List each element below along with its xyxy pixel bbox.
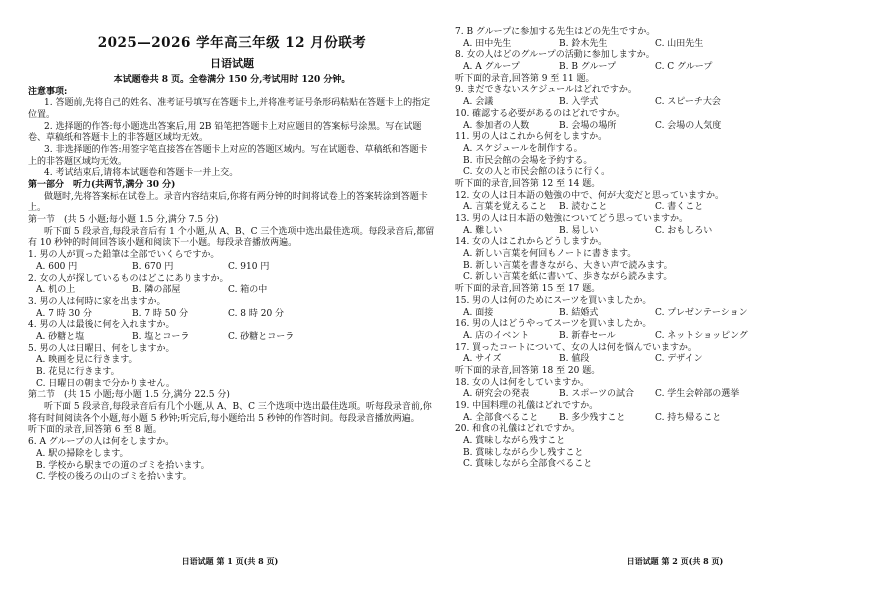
- options-row: [455, 354, 855, 366]
- question-text: 5. 男の人は日曜日、何をしますか。: [28, 343, 175, 354]
- listening-note: 听下面的录音,回答第 6 至 8 题。: [28, 425, 162, 436]
- options-row: [28, 285, 436, 297]
- option-b: B. 賞味しながら少し残すこと: [463, 447, 584, 458]
- page-footer-right: 日语试题 第 2 页(共 8 页): [626, 556, 724, 566]
- option-c: C. 会場の人気度: [655, 120, 722, 131]
- question-text: 15. 男の人は何のためにスーツを買いましたか。: [455, 295, 652, 306]
- question-2: [28, 274, 436, 297]
- section2-heading: 第二节 (共 15 小题;每小题 1.5 分,满分 22.5 分): [28, 390, 230, 401]
- option-a: A. 全部食べること: [463, 412, 539, 423]
- option-a: A. 難しい: [463, 225, 503, 236]
- question-3: [28, 297, 436, 320]
- section2-intro: 听下面 5 段录音,每段录音后有几个小题,从 A、B、C 三个选项中选出最佳选项。听每段录音前,你将有时间阅读各个小题,每小题 5 秒钟;听完后,每小题给出 5 秒钟的作答时间。每段录音播放两遍。: [28, 402, 432, 424]
- options-row: [455, 413, 855, 425]
- notice-item: 4. 考试结束后,请将本试题卷和答题卡一并上交。: [44, 168, 239, 179]
- notice-item: 2. 选择题的作答:每小题选出答案后,用 2B 铅笔把答题卡上对应题目的答案标号涂黑。写在试题卷、草稿纸和答题卡上的非答题区域均无效。: [28, 121, 422, 144]
- option-b: B. 入学式: [559, 97, 599, 108]
- question-text: 18. 女の人は何をしていますか。: [455, 377, 590, 388]
- option-a: A. 机の上: [36, 285, 76, 296]
- question-text: 7. B グループに参加する先生はどの先生ですか。: [455, 27, 656, 37]
- option-a: A. 7 時 30 分: [36, 308, 92, 319]
- part1-intro: 做题时,先将答案标在试卷上。录音内容结束后,你将有两分钟的时间将试卷上的答案转涂到答题卡上。: [28, 191, 428, 214]
- option-a: A. 砂糖と塩: [36, 331, 85, 342]
- option-c: C. デザイン: [655, 354, 703, 365]
- exam-title: 2025—2026 学年高三年级 12 月份联考: [97, 35, 367, 51]
- options-row: [455, 62, 855, 74]
- option-c: C. 山田先生: [655, 38, 704, 49]
- option-b: B. 学校から駅までの道のゴミを拾います。: [36, 460, 210, 471]
- question: [455, 109, 855, 132]
- question-text: 16. 男の人はどうやってスーツを買いましたか。: [455, 319, 652, 330]
- question-text: 10. 確認する必要があるのはどれですか。: [455, 108, 626, 119]
- question-text: 12. 女の人は日本語の勉強の中で、何が大変だと思っていますか。: [455, 190, 724, 201]
- listening-note: 听下面的录音,回答第 15 至 17 题。: [455, 284, 601, 295]
- question-text: 8. 女の人はどのグループの活動に参加しますか。: [455, 50, 655, 61]
- option-a: A. A グループ: [463, 62, 520, 73]
- question: [455, 132, 855, 179]
- question: [455, 237, 855, 284]
- option-c: C. 日曜日の朝まで分かりません。: [36, 378, 175, 389]
- option-a: A. 店のイベント: [463, 330, 530, 341]
- option-b: B. 塩とコーラ: [132, 331, 190, 342]
- option-b: B. 易しい: [559, 225, 599, 236]
- option-b: B. 読むこと: [559, 202, 608, 213]
- option-c: C. ネットショッピング: [655, 330, 748, 341]
- section1-heading: 第一节 (共 5 小题;每小题 1.5 分,满分 7.5 分): [28, 215, 219, 226]
- notice-heading: 注意事项:: [28, 86, 68, 97]
- option-c: C. プレゼンテーション: [655, 307, 748, 318]
- option-b: B. 花見に行きます。: [36, 367, 120, 378]
- option-b: B. スポーツの試合: [559, 389, 634, 400]
- options-row: [455, 331, 855, 343]
- option-a: A. 会議: [463, 97, 494, 108]
- options-row: [455, 121, 855, 133]
- question-text: 17. 買ったコートについて、女の人は何を悩んでいますか。: [455, 342, 697, 353]
- options-row: [28, 262, 436, 274]
- question-text: 11. 男の人はこれから何をしますか。: [455, 132, 608, 143]
- option-c: C. 新しい言葉を紙に書いて、歩きながら読みます。: [463, 272, 673, 283]
- options-row: [455, 308, 855, 320]
- question: [455, 27, 855, 50]
- question-text: 9. まだできないスケジュールはどれですか。: [455, 85, 637, 96]
- option-c: C. 箱の中: [228, 285, 268, 296]
- question-text: 2. 女の人が探しているものはどこにありますか。: [28, 273, 229, 284]
- option-a: A. 新しい言葉を何回もノートに書きます。: [463, 249, 637, 260]
- options-row: [455, 226, 855, 238]
- option-c: C. 学生会幹部の選挙: [655, 389, 740, 400]
- subject-title: 日语试题: [210, 56, 254, 70]
- option-c: C. おもしろい: [655, 225, 713, 236]
- question-text: 14. 女の人はこれからどうしますか。: [455, 237, 608, 248]
- option-c: C. 910 円: [228, 261, 270, 272]
- options-row: [455, 97, 855, 109]
- question-1: [28, 250, 436, 273]
- right-column: [455, 27, 855, 471]
- option-b: B. B グループ: [559, 62, 617, 73]
- option-a: A. 600 円: [36, 261, 78, 272]
- question: [455, 401, 855, 424]
- listening-note: 听下面的录音,回答第 12 至 14 题。: [455, 178, 601, 189]
- question-6: [28, 437, 436, 484]
- question-text: 3. 男の人は何時に家を出ますか。: [28, 296, 166, 307]
- option-c: C. 持ち帰ること: [655, 412, 722, 423]
- option-c: C. C グループ: [655, 62, 713, 73]
- left-column: [28, 0, 436, 484]
- question-text: 1. 男の人が買った鉛筆は全部でいくらですか。: [28, 250, 220, 261]
- option-c: C. 砂糖とコーラ: [228, 331, 295, 342]
- page-footer-left: 日语试题 第 1 页(共 8 页): [181, 556, 279, 566]
- question-text: 6. A グループの人は何をしますか。: [28, 437, 175, 448]
- option-b: B. 鈴木先生: [559, 38, 608, 49]
- options-row: [28, 332, 436, 344]
- question-4: [28, 320, 436, 343]
- options-row: [455, 39, 855, 51]
- option-b: B. 値段: [559, 354, 590, 365]
- question: [455, 214, 855, 237]
- part1-heading: 第一部分 听力(共两节,满分 30 分): [28, 180, 176, 191]
- option-b: B. 会場の場所: [559, 120, 617, 131]
- question-text: 4. 男の人は最後に何を入れますか。: [28, 320, 175, 331]
- option-b: B. 市民会館の会場を予約する。: [463, 155, 593, 166]
- option-c: C. 学校の後ろの山のゴミを拾います。: [36, 472, 192, 483]
- option-a: A. 駅の掃除をします。: [36, 448, 129, 459]
- option-c: C. 書くこと: [655, 202, 704, 213]
- option-a: A. 言葉を覚えること: [463, 202, 548, 213]
- question-text: 20. 和食の礼儀はどれですか。: [455, 424, 581, 435]
- option-b: B. 結婚式: [559, 307, 599, 318]
- listening-note: 听下面的录音,回答第 9 至 11 题。: [455, 73, 595, 84]
- option-c: C. 8 時 20 分: [228, 308, 285, 319]
- option-a: A. 賞味しながら残すこと: [463, 436, 566, 447]
- option-c: C. スピーチ大会: [655, 97, 721, 108]
- option-a: A. 田中先生: [463, 38, 512, 49]
- option-c: C. 賞味しながら全部食べること: [463, 459, 593, 470]
- option-b: B. 7 時 50 分: [132, 308, 189, 319]
- options-row: [455, 389, 855, 401]
- listening-note: 听下面的录音,回答第 18 至 20 题。: [455, 365, 601, 376]
- option-b: B. 新春セール: [559, 330, 616, 341]
- question-text: 13. 男の人は日本語の勉強についてどう思っていますか。: [455, 214, 688, 224]
- exam-meta: 本试题卷共 8 页。全卷满分 150 分,考试用时 120 分钟。: [113, 74, 351, 85]
- question-text: 19. 中国料理の礼儀はどれですか。: [455, 401, 599, 411]
- options-row: [28, 309, 436, 321]
- notice-item: 1. 答题前,先将自己的姓名、准考证号填写在答题卡上,并将准考证号条形码粘贴在答题卡上的指定位置。: [28, 98, 431, 120]
- question: [455, 85, 855, 108]
- section1-intro: 听下面 5 段录音,每段录音后有 1 个小题,从 A、B、C 三个选项中选出最佳选项。每段录音后,都留有 10 秒钟的时间回答该小题和阅读下一小题。每段录音播放两遍。: [28, 226, 435, 249]
- notice-item: 3. 非选择题的作答:用签字笔直接答在答题卡上对应的答题区域内。写在试题卷、草稿纸和答题卡上的非答题区域均无效。: [28, 144, 428, 167]
- option-b: B. 新しい言葉を書きながら、大きい声で読みます。: [463, 260, 673, 271]
- options-row: [455, 202, 855, 214]
- option-a: A. スケジュールを制作する。: [463, 143, 583, 154]
- question: [455, 378, 855, 401]
- option-a: A. 参加者の人数: [463, 120, 530, 131]
- question: [455, 343, 855, 366]
- option-a: A. 面接: [463, 307, 494, 318]
- question: [455, 319, 855, 342]
- question: [455, 50, 855, 73]
- option-b: B. 670 円: [132, 261, 174, 272]
- option-a: A. 研究会の発表: [463, 389, 530, 400]
- question: [455, 424, 855, 471]
- option-c: C. 女の人と市民会館のほうに行く。: [463, 167, 611, 178]
- option-a: A. 映画を見に行きます。: [36, 355, 138, 366]
- question: [455, 296, 855, 319]
- right-questions: [455, 27, 855, 471]
- option-b: B. 多少残すこと: [559, 412, 626, 423]
- option-b: B. 隣の部屋: [132, 285, 181, 296]
- question-5: [28, 344, 436, 391]
- question: [455, 191, 855, 214]
- option-a: A. サイズ: [463, 354, 502, 365]
